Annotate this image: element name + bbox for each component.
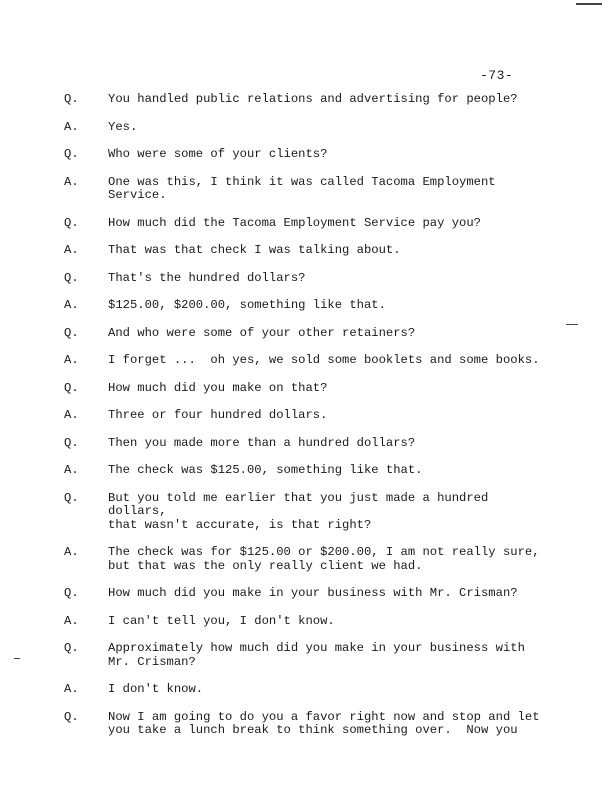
- testimony-text: How much did you make in your business with Mr. Crisman?: [108, 586, 518, 600]
- scan-mark-top-right: [576, 3, 602, 5]
- speaker-label: A.: [64, 243, 79, 257]
- speaker-label: A.: [64, 613, 79, 628]
- speaker-label: Q.: [64, 147, 79, 161]
- answer-entry: [64, 683, 554, 697]
- testimony-text: I don't know.: [108, 682, 204, 696]
- answer-entry: [64, 176, 554, 203]
- speaker-label: A.: [64, 298, 79, 312]
- speaker-label: A.: [64, 174, 79, 189]
- speaker-label: A.: [64, 119, 79, 134]
- question-entry: [64, 148, 554, 162]
- question-entry: [64, 272, 554, 286]
- speaker-label: A.: [64, 545, 79, 559]
- speaker-label: Q.: [64, 586, 79, 600]
- testimony-text: And who were some of your other retainers?: [108, 325, 416, 340]
- speaker-label: Q.: [64, 270, 79, 285]
- question-entry: [64, 587, 554, 601]
- question-entry: [64, 642, 554, 669]
- speaker-label: A.: [64, 408, 79, 422]
- testimony-text: You handled public relations and advertising for people?: [108, 92, 518, 106]
- answer-entry: [64, 121, 554, 135]
- answer-entry: [64, 546, 554, 573]
- testimony-text: Yes.: [108, 119, 138, 134]
- answer-entry: [64, 615, 554, 629]
- answer-entry: [64, 244, 554, 258]
- answer-entry: [64, 464, 554, 478]
- testimony-text: I forget ... oh yes, we sold some booklets and some books.: [108, 353, 540, 367]
- question-entry: [64, 437, 554, 451]
- answer-entry: [64, 354, 554, 368]
- testimony-text: How much did the Tacoma Employment Service pay you?: [108, 215, 481, 230]
- testimony-text: Then you made more than a hundred dollars?: [108, 435, 416, 450]
- question-entry: [64, 93, 554, 107]
- testimony-text: Approximately how much did you make in your business with Mr. Crisman?: [108, 641, 525, 669]
- speaker-label: Q.: [64, 325, 79, 340]
- testimony-text: Three or four hundred dollars.: [108, 408, 328, 422]
- question-entry: [64, 711, 554, 738]
- testimony-text: Now I am going to do you a favor right now and stop and let you take a lunch break to think something over. Now you: [108, 709, 540, 737]
- speaker-label: Q.: [64, 215, 79, 230]
- speaker-label: A.: [64, 463, 79, 477]
- question-entry: [64, 217, 554, 231]
- question-entry: [64, 492, 554, 533]
- scan-mark-left-margin: [14, 658, 20, 659]
- testimony-text: That's the hundred dollars?: [108, 270, 306, 285]
- qa-transcript: [64, 93, 554, 738]
- testimony-text: The check was $125.00, something like that.: [108, 463, 423, 477]
- testimony-text: The check was for $125.00 or $200.00, I am not really sure, but that was the only really client we had.: [108, 545, 540, 573]
- testimony-text: How much did you make on that?: [108, 380, 328, 395]
- testimony-text: I can't tell you, I don't know.: [108, 613, 335, 628]
- speaker-label: Q.: [64, 435, 79, 450]
- testimony-text: Who were some of your clients?: [108, 147, 328, 161]
- testimony-text: But you told me earlier that you just made a hundred dollars, that wasn't accurate, is that right?: [108, 490, 489, 532]
- speaker-label: Q.: [64, 709, 79, 724]
- speaker-label: Q.: [64, 641, 79, 655]
- speaker-label: Q.: [64, 92, 79, 106]
- speaker-label: Q.: [64, 380, 79, 395]
- question-entry: [64, 382, 554, 396]
- speaker-label: A.: [64, 353, 79, 367]
- speaker-label: A.: [64, 682, 79, 696]
- answer-entry: [64, 409, 554, 423]
- answer-entry: [64, 299, 554, 313]
- scan-mark-right-margin: [566, 324, 578, 325]
- testimony-text: One was this, I think it was called Tacoma Employment Service.: [108, 174, 496, 202]
- testimony-text: That was that check I was talking about.: [108, 243, 401, 257]
- page-number: -73-: [480, 68, 514, 83]
- testimony-text: $125.00, $200.00, something like that.: [108, 298, 386, 312]
- speaker-label: Q.: [64, 490, 79, 505]
- question-entry: [64, 327, 554, 341]
